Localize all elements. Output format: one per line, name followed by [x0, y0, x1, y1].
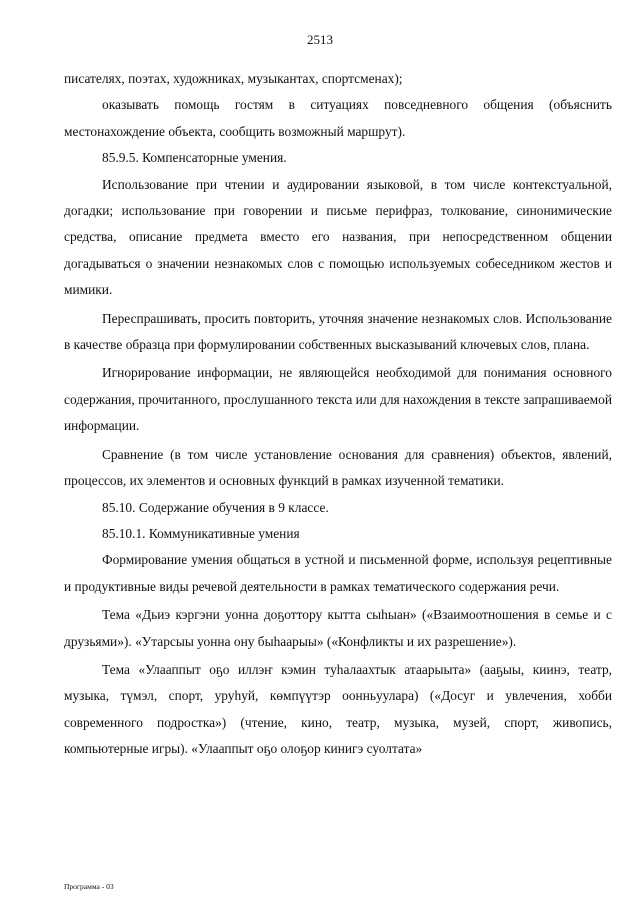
- paragraph: Игнорирование информации, не являющейся необходимой для понимания основного содержания, прочитанного, прослушанного текста или для нахождения в тексте запрашиваемой информации.: [64, 365, 612, 434]
- paragraph: Использование при чтении и аудировании языковой, в том числе контекстуальной, догадки; использование при говорении и письме перифраз, толкование, синонимические средства, описание предмета вместо его названия, при непосредственном общении догадываться о значении незнакомых слов с помощью используемых собеседником жестов и мимики.: [64, 176, 612, 298]
- paragraph: Тема «Дьиэ кэргэни уонна доҕоттору кытта сыһыан» («Взаимоотношения в семье и с друзьями»). «Утарсыы уонна ону быһаарыы» («Конфликты и их разрешение»).: [64, 607, 612, 649]
- paragraph: Формирование умения общаться в устной и письменной форме, используя рецептивные и продуктивные виды речевой деятельности в рамках тематического содержания речи.: [64, 552, 612, 594]
- page-number: 2513: [307, 32, 333, 47]
- paragraph: Сравнение (в том числе установление основания для сравнения) объектов, явлений, процессов, их элементов и основных функций в рамках изученной тематики.: [64, 446, 612, 489]
- section-heading: 85.9.5. Компенсаторные умения.: [102, 150, 287, 166]
- paragraph: оказывать помощь гостям в ситуациях повседневного общения (объяснить местонахождение объекта, сообщить возможный маршрут).: [64, 97, 612, 139]
- page-footer: Программа - 03: [64, 882, 114, 891]
- section-heading: 85.10. Содержание обучения в 9 классе.: [102, 499, 329, 515]
- paragraph: Тема «Улааппыт оҕо иллэҥ кэмин туһалаахтык атаарыыта» (ааҕыы, киинэ, театр, музыка, түмэл, спорт, уруһуй, көмпүүтэр оонньуулара) («Досуг и увлечения, хобби современного подростка») (чтение, кино, театр, музыка, музей, спорт, живопись, компьютерные игры). «Улааппыт оҕо олоҕор кинигэ суолтата»: [64, 661, 612, 757]
- paragraph: Переспрашивать, просить повторить, уточняя значение незнакомых слов. Использование в качестве образца при формулировании собственных высказываний ключевых слов, плана.: [64, 310, 612, 353]
- paragraph-continuation: писателях, поэтах, художниках, музыкантах, спортсменах);: [64, 71, 403, 86]
- subsection-heading: 85.10.1. Коммуникативные умения: [102, 525, 300, 541]
- document-body: [64, 66, 612, 763]
